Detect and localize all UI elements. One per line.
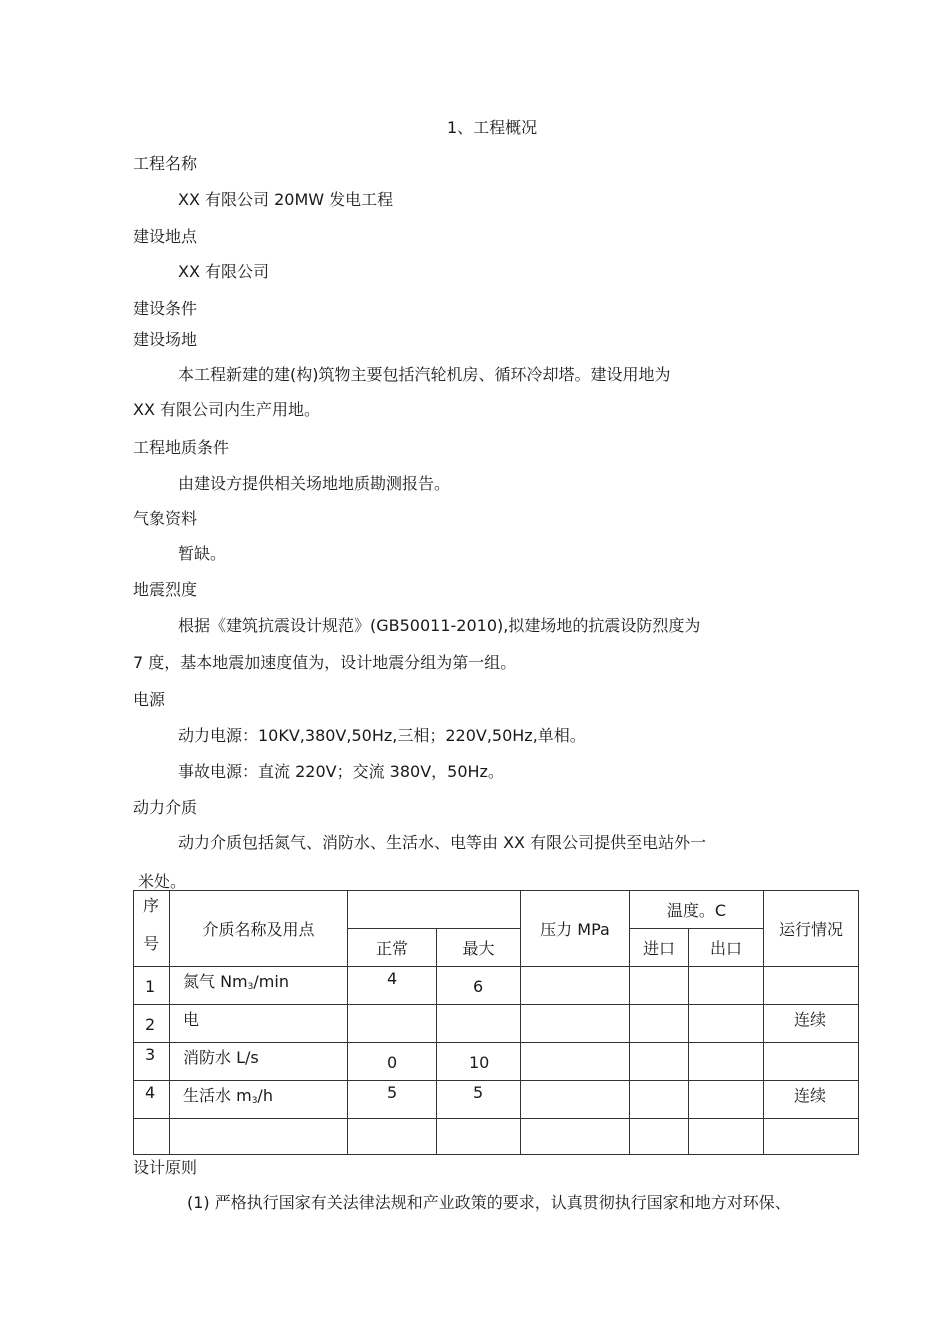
venue-heading: 建设场地	[133, 330, 198, 349]
design-item-1: (1) 严格执行国家有关法律法规和产业政策的要求，认真贯彻执行国家和地方对环保、	[187, 1193, 791, 1212]
header-no-top: 序	[143, 896, 160, 915]
seismic-heading: 地震烈度	[133, 580, 198, 599]
site-heading: 建设地点	[133, 227, 198, 246]
table-row	[134, 1005, 859, 1043]
header-no-bottom: 号	[143, 934, 160, 953]
row-no: 3	[145, 1045, 156, 1064]
header-name: 介质名称及用点	[202, 920, 315, 939]
row-normal: 5	[387, 1083, 398, 1102]
site-text: XX 有限公司	[178, 262, 270, 281]
design-heading: 设计原则	[133, 1158, 198, 1177]
header-max-cell	[437, 929, 521, 967]
row-no: 2	[145, 1015, 156, 1034]
header-pressure: 压力 MPa	[540, 920, 610, 939]
header-flow-cell	[348, 891, 521, 929]
table-row-empty	[134, 1119, 859, 1155]
header-no-cell	[134, 891, 170, 967]
project-name-heading: 工程名称	[133, 154, 198, 173]
header-outlet-cell	[689, 929, 764, 967]
row-max: 6	[473, 977, 484, 996]
row-name: 电	[183, 1010, 200, 1029]
header-pressure-cell	[521, 891, 630, 967]
media-heading: 动力介质	[133, 798, 198, 817]
venue-paragraph-line2: XX 有限公司内生产用地。	[133, 400, 321, 419]
media-paragraph-line1: 动力介质包括氮气、消防水、生活水、电等由 XX 有限公司提供至电站外一	[178, 833, 707, 852]
row-status: 连续	[794, 1010, 827, 1029]
row-max: 5	[473, 1083, 484, 1102]
row-normal: 0	[387, 1053, 398, 1072]
geology-text: 由建设方提供相关场地地质勘测报告。	[178, 474, 451, 493]
header-status: 运行情况	[778, 920, 843, 939]
header-outlet: 出口	[709, 939, 742, 958]
table-header-row	[134, 891, 859, 929]
seismic-paragraph-line2: 7 度，基本地震加速度值为，设计地震分组为第一组。	[133, 653, 517, 672]
conditions-heading: 建设条件	[133, 299, 198, 318]
row-max: 10	[469, 1053, 490, 1072]
header-normal: 正常	[375, 939, 408, 958]
section-title: 1、工程概况	[447, 118, 538, 137]
header-inlet-cell	[630, 929, 689, 967]
header-status-cell	[764, 891, 859, 967]
table-row	[134, 967, 859, 1005]
weather-heading: 气象资料	[133, 509, 198, 528]
header-normal-cell	[348, 929, 437, 967]
row-no: 1	[145, 977, 156, 996]
power-heading: 电源	[133, 690, 166, 709]
media-paragraph-line2: 米处。	[138, 872, 187, 891]
power-line1: 动力电源：10KV,380V,50Hz,三相；220V,50Hz,单相。	[178, 726, 586, 745]
header-temp-cell	[630, 891, 764, 929]
row-normal: 4	[387, 969, 398, 988]
power-line2: 事故电源：直流 220V；交流 380V，50Hz。	[178, 762, 504, 781]
media-table	[133, 890, 859, 1155]
venue-paragraph-line1: 本工程新建的建(构)筑物主要包括汽轮机房、循环冷却塔。建设用地为	[178, 365, 671, 384]
header-temp: 温度。C	[666, 901, 727, 920]
weather-text: 暂缺。	[178, 544, 227, 563]
header-name-cell	[170, 891, 348, 967]
row-status: 连续	[794, 1086, 827, 1105]
header-max: 最大	[462, 939, 495, 958]
seismic-paragraph-line1: 根据《建筑抗震设计规范》(GB50011-2010),拟建场地的抗震设防烈度为	[178, 616, 701, 635]
geology-heading: 工程地质条件	[133, 438, 230, 457]
row-name: 生活水 $m_3/h$	[183, 1086, 273, 1106]
row-name: 消防水 L/s	[183, 1048, 259, 1067]
table-row	[134, 1043, 859, 1081]
table-row	[134, 1081, 859, 1119]
row-no: 4	[145, 1083, 156, 1102]
header-inlet: 进口	[642, 939, 675, 958]
row-name: 氮气 $Nm_3/\min$	[183, 972, 289, 992]
project-name-text: XX 有限公司 20MW 发电工程	[178, 190, 394, 209]
